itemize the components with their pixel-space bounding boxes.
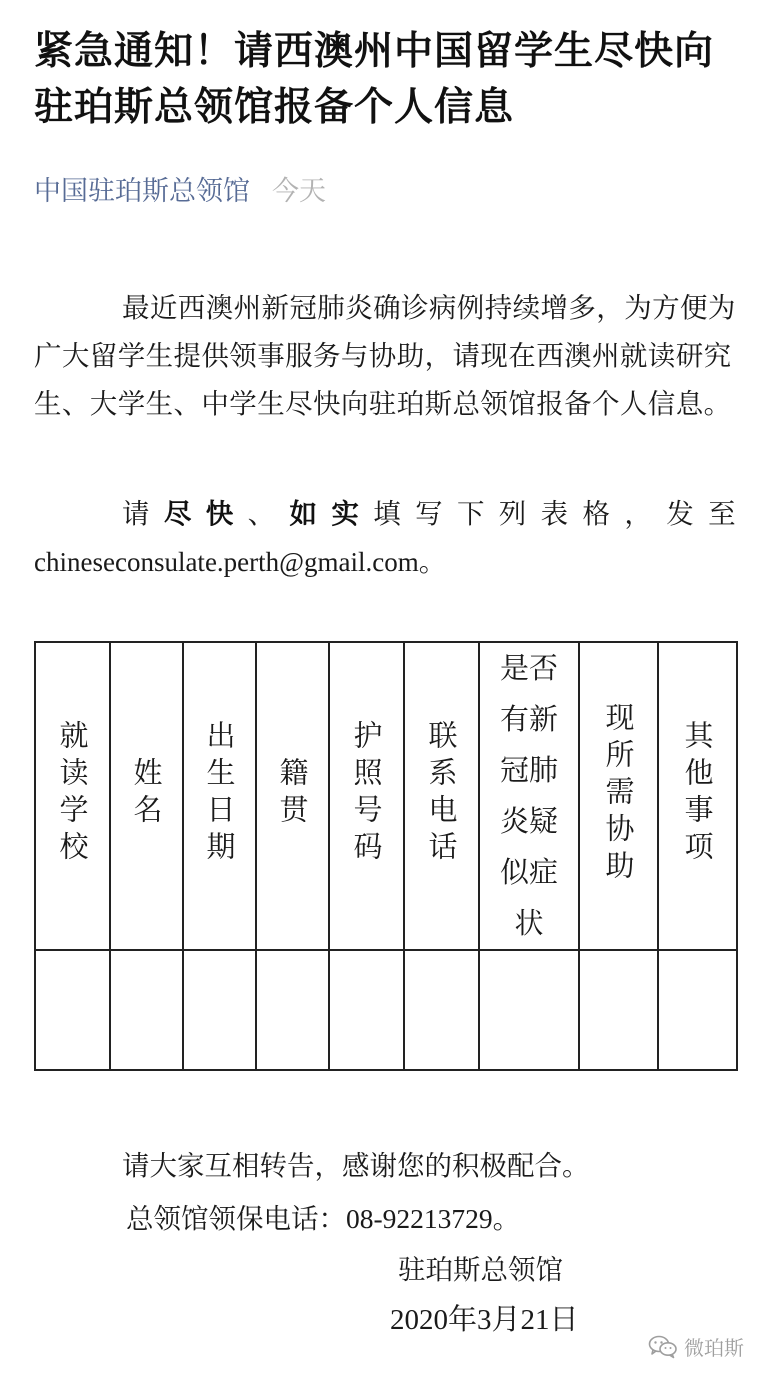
hotline-number[interactable]: 08-92213729 [346, 1203, 493, 1234]
header-school: 就读学校 [55, 720, 90, 868]
watermark [648, 1332, 744, 1361]
header-cell-passport [329, 642, 404, 950]
table-cell [579, 950, 658, 1070]
table-cell [183, 950, 256, 1070]
signature: 驻珀斯总领馆 [398, 1254, 563, 1286]
instruction-separator: 、 [247, 498, 290, 530]
header-cell-school [35, 642, 110, 950]
wechat-icon [648, 1335, 678, 1359]
header-cell-other [658, 642, 737, 950]
emphasis-quickly: 尽快 [163, 498, 248, 530]
table-cell [479, 950, 579, 1070]
header-cell-symptoms [479, 642, 579, 950]
header-cell-name [110, 642, 183, 950]
signed-date: 2020年3月21日 [390, 1304, 579, 1336]
hotline-period: 。 [492, 1203, 521, 1235]
publish-date: 今天 [272, 176, 326, 207]
table-cell [35, 950, 110, 1070]
table-cell [404, 950, 479, 1070]
header-cell-phone [404, 642, 479, 950]
emphasis-truthfully: 如实 [289, 498, 374, 530]
header-phone: 联系电话 [424, 720, 459, 868]
header-hometown: 籍贯 [275, 757, 310, 831]
email-address[interactable]: chineseconsulate.perth@gmail.com [34, 547, 419, 577]
header-cell-assistance [579, 642, 658, 950]
hotline-line [126, 1199, 520, 1239]
paragraph-intro: 最近西澳州新冠肺炎确诊病例持续增多，为方便为广大留学生提供领事服务与协助，请现在西澳州就读研究生、大学生、中学生尽快向驻珀斯总领馆报备个人信息。 [34, 292, 736, 420]
table-row [35, 950, 737, 1070]
instruction-line [34, 490, 736, 538]
hotline-label: 总领馆领保电话： [126, 1203, 346, 1235]
article-title: 紧急通知！请西澳州中国留学生尽快向驻珀斯总领馆报备个人信息 [34, 29, 715, 130]
header-assistance-needed: 现所需协助 [601, 701, 636, 887]
header-other-matters: 其他事项 [680, 720, 715, 868]
instruction-prefix: 请 [122, 498, 164, 530]
header-cell-hometown [256, 642, 329, 950]
table-cell [110, 950, 183, 1070]
header-cell-birthdate [183, 642, 256, 950]
table-cell [256, 950, 329, 1070]
header-symptoms: 是否有新冠肺炎疑似症状 [499, 651, 558, 940]
table-cell [658, 950, 737, 1070]
registration-form-table [34, 641, 738, 1071]
paragraph-instructions [34, 490, 736, 586]
closing-message: 请大家互相转告，感谢您的积极配合。 [122, 1150, 590, 1182]
instruction-suffix: 填写下列表格，发至 [373, 498, 737, 530]
header-passport-number: 护照号码 [349, 720, 384, 868]
table-cell [329, 950, 404, 1070]
account-name-link[interactable]: 中国驻珀斯总领馆 [34, 176, 250, 207]
header-name: 姓名 [129, 757, 164, 831]
table-header-row [35, 642, 737, 950]
article-meta [34, 172, 326, 212]
email-period: 。 [418, 546, 447, 578]
watermark-text: 微珀斯 [684, 1336, 744, 1360]
header-birthdate: 出生日期 [202, 720, 237, 868]
